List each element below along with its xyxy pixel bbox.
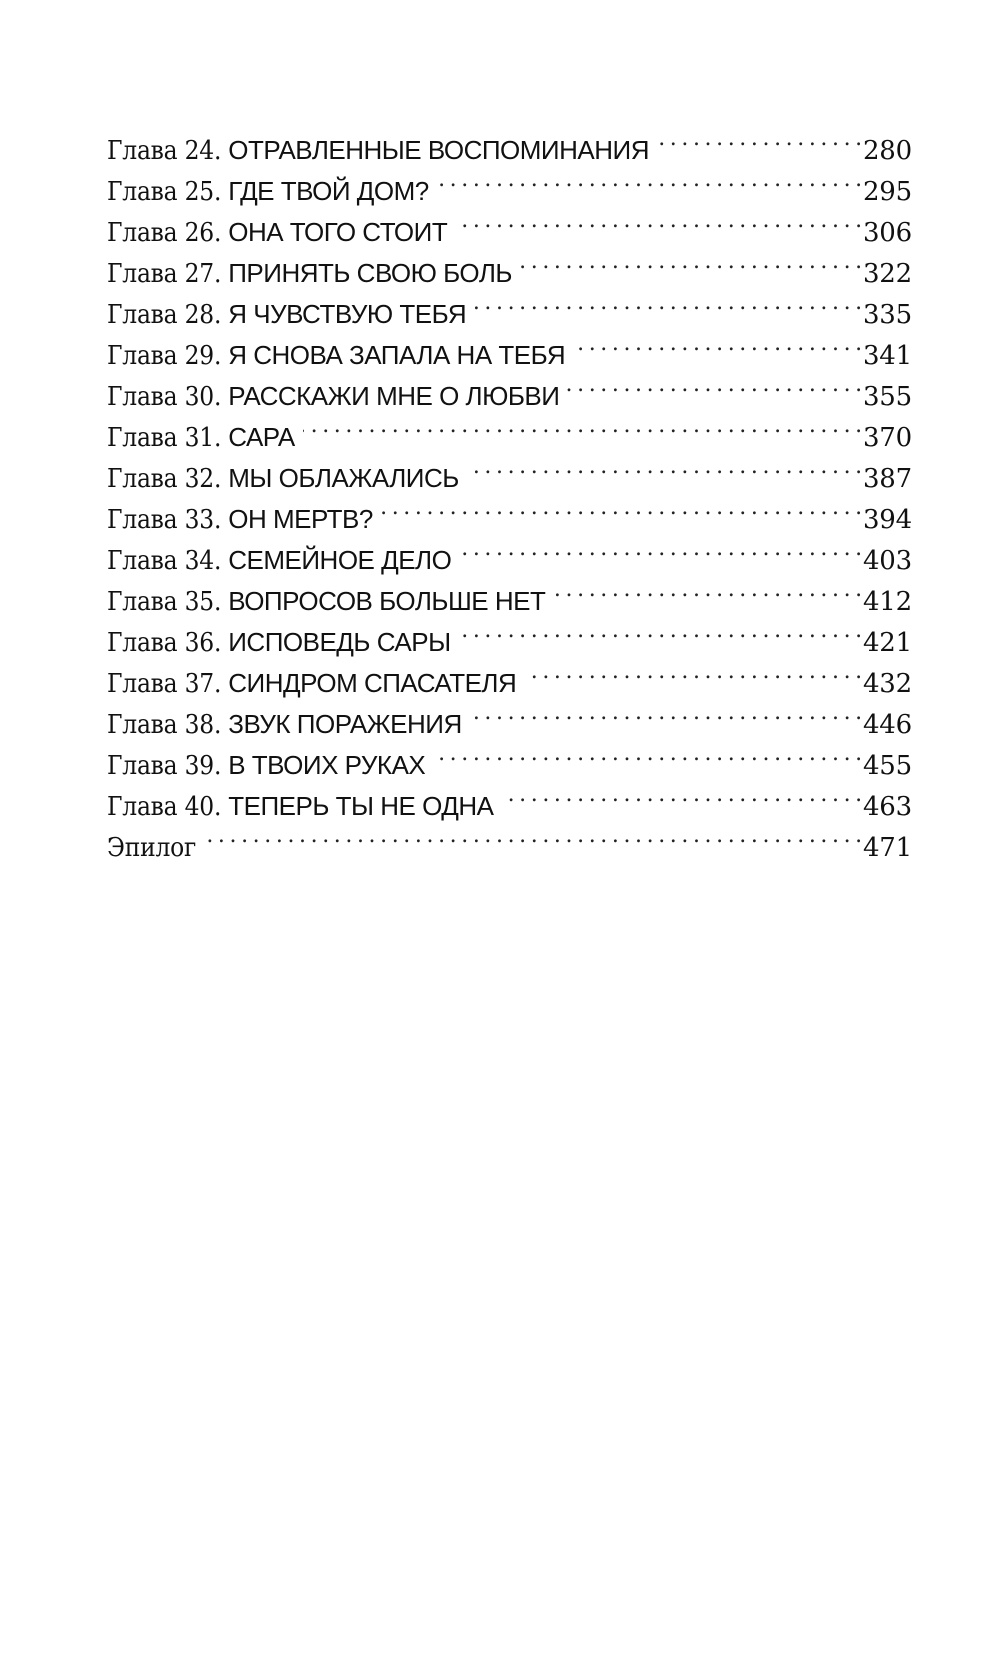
toc-entry-title: [107, 540, 459, 582]
toc-page-number: 335: [862, 300, 912, 330]
toc-page-number: 403: [862, 546, 912, 576]
toc-dot-leader: [524, 651, 861, 692]
toc-chapter-number: Глава 25.: [107, 177, 222, 207]
toc-dot-leader: [470, 692, 861, 733]
toc-dot-leader: [520, 241, 861, 282]
toc-entry-title: [107, 622, 459, 664]
toc-entry-title: [107, 663, 524, 705]
toc-page-number: 355: [862, 382, 912, 412]
toc-entry-title: [107, 212, 455, 254]
toc-chapter-name: ГДЕ ТВОЙ ДОМ?: [228, 176, 429, 206]
toc-dot-leader: [657, 118, 861, 159]
toc-chapter-number: Глава 38.: [107, 710, 222, 740]
toc-chapter-name: ТЕПЕРЬ ТЫ НЕ ОДНА: [228, 791, 494, 821]
toc-entry-title: [107, 827, 204, 869]
toc-chapter-number: Глава 34.: [107, 546, 222, 576]
toc-page-number: 295: [862, 177, 912, 207]
toc-dot-leader: [204, 815, 861, 856]
toc-chapter-name: ОН МЕРТВ?: [228, 504, 373, 534]
toc-chapter-number: Глава 39.: [107, 751, 222, 781]
toc-chapter-number: Глава 29.: [107, 341, 222, 371]
toc-chapter-number: Глава 26.: [107, 218, 222, 248]
toc-chapter-name: В ТВОИХ РУКАХ: [228, 750, 426, 780]
toc-chapter-name: Я ЧУВСТВУЮ ТЕБЯ: [228, 299, 467, 329]
toc-dot-leader: [381, 487, 861, 528]
toc-page-number: 412: [862, 587, 912, 617]
toc-chapter-number: Глава 28.: [107, 300, 222, 330]
toc-chapter-name: Я СНОВА ЗАПАЛА НА ТЕБЯ: [228, 340, 566, 370]
toc-dot-leader: [474, 282, 861, 323]
toc-chapter-number: Глава 30.: [107, 382, 222, 412]
toc-page-number: 446: [862, 710, 912, 740]
toc-dot-leader: [455, 200, 861, 241]
toc-chapter-number: Глава 40.: [107, 792, 222, 822]
toc-dot-leader: [553, 569, 861, 610]
toc-entry-title: [107, 417, 303, 459]
toc-dot-leader: [437, 159, 861, 200]
toc-entry-title: [107, 704, 470, 746]
toc-chapter-name: ОНА ТОГО СТОИТ: [228, 217, 448, 247]
toc-chapter-number: Глава 36.: [107, 628, 222, 658]
toc-entry-title: [107, 745, 433, 787]
toc-page-number: 455: [862, 751, 912, 781]
toc-chapter-name: СЕМЕЙНОЕ ДЕЛО: [228, 545, 452, 575]
table-of-contents: [107, 118, 912, 863]
toc-dot-leader: [433, 733, 861, 774]
toc-dot-leader: [501, 774, 861, 815]
toc-chapter-name: ПРИНЯТЬ СВОЮ БОЛЬ: [228, 258, 512, 288]
toc-dot-leader: [567, 364, 861, 405]
toc-entry-title: [107, 253, 520, 295]
toc-chapter-number: Глава 24.: [107, 136, 222, 166]
toc-page-number: 471: [862, 833, 912, 863]
toc-dot-leader: [459, 528, 861, 569]
toc-chapter-name: ОТРАВЛЕННЫЕ ВОСПОМИНАНИЯ: [228, 135, 649, 165]
toc-entry-title: [107, 294, 474, 336]
toc-chapter-number: Глава 37.: [107, 669, 222, 699]
toc-page-number: 370: [862, 423, 912, 453]
toc-chapter-name: МЫ ОБЛАЖАЛИСЬ: [228, 463, 459, 493]
toc-page-number: 421: [862, 628, 912, 658]
toc-page-number: 463: [862, 792, 912, 822]
toc-entry-title: [107, 335, 573, 377]
toc-chapter-number: Глава 31.: [107, 423, 222, 453]
toc-dot-leader: [303, 405, 861, 446]
toc-chapter-number: Глава 27.: [107, 259, 222, 289]
toc-page-number: 322: [862, 259, 912, 289]
toc-chapter-name: ИСПОВЕДЬ САРЫ: [228, 627, 451, 657]
toc-dot-leader: [467, 446, 861, 487]
toc-page-number: 394: [862, 505, 912, 535]
toc-chapter-name: ВОПРОСОВ БОЛЬШЕ НЕТ: [228, 586, 546, 616]
toc-dot-leader: [573, 323, 861, 364]
toc-page-number: 432: [862, 669, 912, 699]
toc-chapter-name: РАССКАЖИ МНЕ О ЛЮБВИ: [228, 381, 560, 411]
toc-entry-title: [107, 499, 381, 541]
toc-page-number: 280: [862, 136, 912, 166]
toc-chapter-number: Глава 35.: [107, 587, 222, 617]
toc-entry: [107, 118, 912, 166]
toc-page-number: 387: [862, 464, 912, 494]
toc-chapter-number: Глава 32.: [107, 464, 222, 494]
toc-entry: [107, 815, 912, 863]
toc-dot-leader: [459, 610, 861, 651]
toc-chapter-number: Эпилог: [107, 833, 197, 863]
toc-page-number: 341: [862, 341, 912, 371]
toc-entry-title: [107, 171, 437, 213]
toc-page-number: 306: [862, 218, 912, 248]
toc-chapter-number: Глава 33.: [107, 505, 222, 535]
toc-chapter-name: СИНДРОМ СПАСАТЕЛЯ: [228, 668, 517, 698]
toc-chapter-name: ЗВУК ПОРАЖЕНИЯ: [228, 709, 462, 739]
toc-chapter-name: САРА: [228, 422, 295, 452]
